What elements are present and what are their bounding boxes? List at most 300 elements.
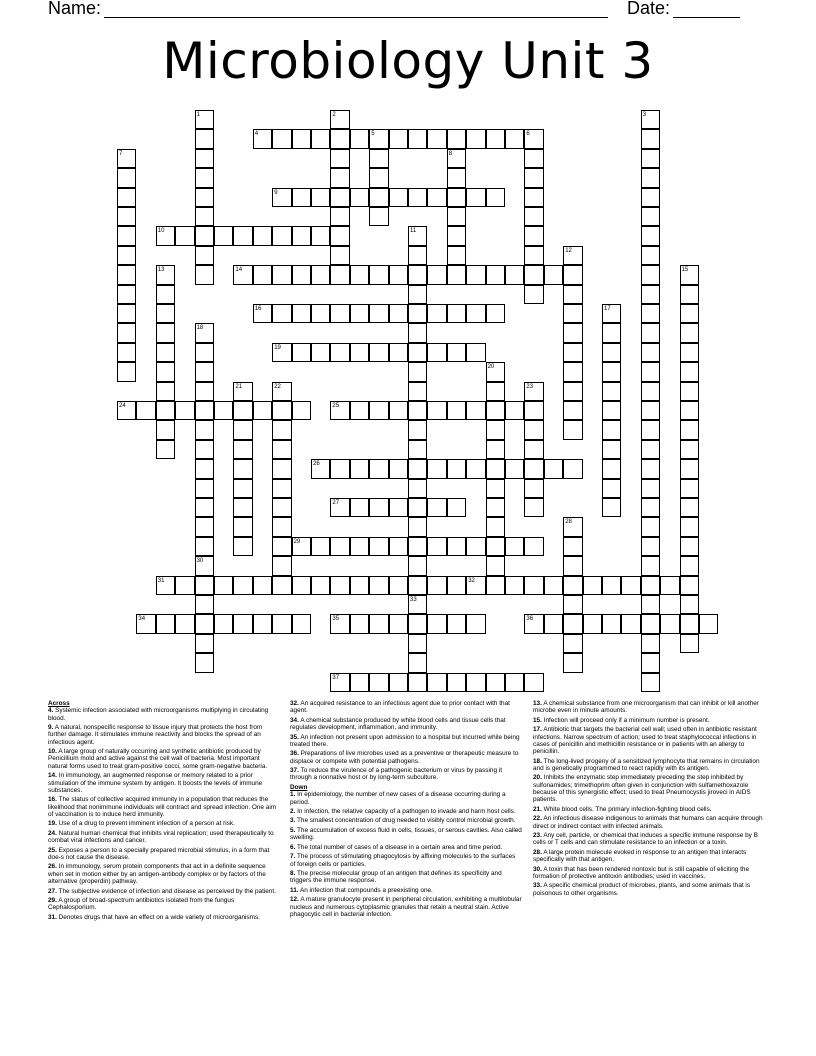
grid-cell[interactable] [524,479,543,498]
grid-cell[interactable] [641,188,660,207]
grid-cell[interactable] [466,265,485,284]
grid-cell[interactable] [447,149,466,168]
grid-cell[interactable] [641,634,660,653]
grid-cell[interactable] [214,576,233,595]
grid-cell[interactable] [369,304,388,323]
grid-cell[interactable] [233,517,252,536]
grid-cell[interactable] [272,614,291,633]
grid-cell[interactable] [466,129,485,148]
grid-cell[interactable] [524,285,543,304]
grid-cell[interactable] [641,595,660,614]
grid-cell[interactable] [311,576,330,595]
grid-cell[interactable] [195,498,214,517]
grid-cell[interactable] [272,479,291,498]
grid-cell[interactable] [330,207,349,226]
grid-cell[interactable] [292,614,311,633]
grid-cell[interactable] [253,304,272,323]
grid-cell[interactable] [272,343,291,362]
grid-cell[interactable] [427,576,446,595]
grid-cell[interactable] [583,576,602,595]
grid-cell[interactable] [117,343,136,362]
grid-cell[interactable] [195,420,214,439]
grid-cell[interactable] [563,634,582,653]
grid-cell[interactable] [641,653,660,672]
grid-cell[interactable] [156,382,175,401]
grid-cell[interactable] [641,129,660,148]
grid-cell[interactable] [195,129,214,148]
grid-cell[interactable] [175,614,194,633]
grid-cell[interactable] [156,323,175,342]
grid-cell[interactable] [350,614,369,633]
grid-cell[interactable] [505,265,524,284]
grid-cell[interactable] [272,420,291,439]
grid-cell[interactable] [524,226,543,245]
grid-cell[interactable] [447,459,466,478]
grid-cell[interactable] [369,401,388,420]
grid-cell[interactable] [330,188,349,207]
grid-cell[interactable] [680,343,699,362]
grid-cell[interactable] [253,401,272,420]
grid-cell[interactable] [641,362,660,381]
grid-cell[interactable] [369,188,388,207]
grid-cell[interactable] [272,401,291,420]
grid-cell[interactable] [195,188,214,207]
grid-cell[interactable] [563,595,582,614]
grid-cell[interactable] [272,265,291,284]
grid-cell[interactable] [680,285,699,304]
grid-cell[interactable] [505,401,524,420]
grid-cell[interactable] [524,168,543,187]
grid-cell[interactable] [195,517,214,536]
grid-cell[interactable] [408,595,427,614]
grid-cell[interactable] [272,226,291,245]
grid-cell[interactable] [544,576,563,595]
grid-cell[interactable] [524,382,543,401]
grid-cell[interactable] [195,459,214,478]
grid-cell[interactable] [680,362,699,381]
grid-cell[interactable] [117,304,136,323]
grid-cell[interactable] [330,129,349,148]
grid-cell[interactable] [311,304,330,323]
grid-cell[interactable] [602,343,621,362]
grid-cell[interactable] [292,304,311,323]
grid-cell[interactable] [389,343,408,362]
grid-cell[interactable] [195,362,214,381]
grid-cell[interactable] [117,285,136,304]
grid-cell[interactable] [486,479,505,498]
grid-cell[interactable] [233,382,252,401]
grid-cell[interactable] [524,188,543,207]
grid-cell[interactable] [117,265,136,284]
grid-cell[interactable] [524,498,543,517]
grid-cell[interactable] [505,537,524,556]
grid-cell[interactable] [563,556,582,575]
grid-cell[interactable] [117,246,136,265]
grid-cell[interactable] [544,459,563,478]
grid-cell[interactable] [447,226,466,245]
grid-cell[interactable] [524,207,543,226]
grid-cell[interactable] [427,304,446,323]
grid-cell[interactable] [175,576,194,595]
grid-cell[interactable] [408,285,427,304]
grid-cell[interactable] [641,265,660,284]
grid-cell[interactable] [136,401,155,420]
grid-cell[interactable] [195,323,214,342]
grid-cell[interactable] [369,343,388,362]
grid-cell[interactable] [602,304,621,323]
grid-cell[interactable] [680,420,699,439]
grid-cell[interactable] [563,265,582,284]
grid-cell[interactable] [233,479,252,498]
grid-cell[interactable] [175,226,194,245]
grid-cell[interactable] [330,110,349,129]
grid-cell[interactable] [195,207,214,226]
grid-cell[interactable] [641,226,660,245]
grid-cell[interactable] [486,420,505,439]
grid-cell[interactable] [311,265,330,284]
grid-cell[interactable] [641,343,660,362]
grid-cell[interactable] [602,382,621,401]
grid-cell[interactable] [156,576,175,595]
grid-cell[interactable] [524,440,543,459]
grid-cell[interactable] [641,440,660,459]
grid-cell[interactable] [272,129,291,148]
grid-cell[interactable] [408,576,427,595]
grid-cell[interactable] [505,459,524,478]
grid-cell[interactable] [563,576,582,595]
grid-cell[interactable] [369,498,388,517]
grid-cell[interactable] [447,129,466,148]
grid-cell[interactable] [486,304,505,323]
grid-cell[interactable] [680,323,699,342]
grid-cell[interactable] [602,459,621,478]
grid-cell[interactable] [272,556,291,575]
grid-cell[interactable] [389,459,408,478]
grid-cell[interactable] [272,537,291,556]
grid-cell[interactable] [563,653,582,672]
grid-cell[interactable] [408,459,427,478]
grid-cell[interactable] [641,110,660,129]
grid-cell[interactable] [680,459,699,478]
grid-cell[interactable] [427,129,446,148]
grid-cell[interactable] [195,265,214,284]
grid-cell[interactable] [408,362,427,381]
grid-cell[interactable] [311,188,330,207]
grid-cell[interactable] [330,459,349,478]
grid-cell[interactable] [350,576,369,595]
grid-cell[interactable] [350,498,369,517]
grid-cell[interactable] [563,304,582,323]
grid-cell[interactable] [524,537,543,556]
grid-cell[interactable] [156,226,175,245]
grid-cell[interactable] [563,285,582,304]
grid-cell[interactable] [156,343,175,362]
grid-cell[interactable] [408,479,427,498]
grid-cell[interactable] [602,323,621,342]
grid-cell[interactable] [641,304,660,323]
grid-cell[interactable] [330,576,349,595]
grid-cell[interactable] [486,517,505,536]
grid-cell[interactable] [486,459,505,478]
grid-cell[interactable] [680,614,699,633]
grid-cell[interactable] [505,576,524,595]
grid-cell[interactable] [214,614,233,633]
grid-cell[interactable] [466,576,485,595]
grid-cell[interactable] [195,576,214,595]
grid-cell[interactable] [389,673,408,692]
grid-cell[interactable] [486,362,505,381]
grid-cell[interactable] [408,188,427,207]
grid-cell[interactable] [680,498,699,517]
grid-cell[interactable] [156,420,175,439]
grid-cell[interactable] [563,362,582,381]
grid-cell[interactable] [602,576,621,595]
grid-cell[interactable] [369,207,388,226]
grid-cell[interactable] [641,323,660,342]
grid-cell[interactable] [253,265,272,284]
grid-cell[interactable] [486,382,505,401]
grid-cell[interactable] [544,614,563,633]
grid-cell[interactable] [563,537,582,556]
grid-cell[interactable] [253,129,272,148]
grid-cell[interactable] [641,420,660,439]
grid-cell[interactable] [136,614,155,633]
grid-cell[interactable] [447,673,466,692]
grid-cell[interactable] [408,653,427,672]
grid-cell[interactable] [466,537,485,556]
grid-cell[interactable] [466,459,485,478]
grid-cell[interactable] [369,265,388,284]
grid-cell[interactable] [156,440,175,459]
grid-cell[interactable] [447,207,466,226]
grid-cell[interactable] [330,401,349,420]
grid-cell[interactable] [369,673,388,692]
grid-cell[interactable] [524,673,543,692]
grid-cell[interactable] [389,537,408,556]
grid-cell[interactable] [350,304,369,323]
grid-cell[interactable] [408,323,427,342]
grid-cell[interactable] [466,188,485,207]
grid-cell[interactable] [369,129,388,148]
grid-cell[interactable] [311,343,330,362]
grid-cell[interactable] [447,188,466,207]
grid-cell[interactable] [233,265,252,284]
grid-cell[interactable] [680,556,699,575]
grid-cell[interactable] [195,595,214,614]
grid-cell[interactable] [233,226,252,245]
grid-cell[interactable] [641,537,660,556]
grid-cell[interactable] [272,304,291,323]
grid-cell[interactable] [447,246,466,265]
grid-cell[interactable] [195,226,214,245]
grid-cell[interactable] [330,246,349,265]
grid-cell[interactable] [195,149,214,168]
grid-cell[interactable] [680,265,699,284]
grid-cell[interactable] [641,459,660,478]
grid-cell[interactable] [117,207,136,226]
grid-cell[interactable] [253,226,272,245]
grid-cell[interactable] [408,265,427,284]
grid-cell[interactable] [253,614,272,633]
grid-cell[interactable] [524,265,543,284]
grid-cell[interactable] [195,440,214,459]
grid-cell[interactable] [563,401,582,420]
grid-cell[interactable] [292,265,311,284]
grid-cell[interactable] [427,188,446,207]
grid-cell[interactable] [389,614,408,633]
grid-cell[interactable] [524,614,543,633]
grid-cell[interactable] [408,246,427,265]
grid-cell[interactable] [447,265,466,284]
grid-cell[interactable] [117,149,136,168]
grid-cell[interactable] [389,498,408,517]
grid-cell[interactable] [486,556,505,575]
grid-cell[interactable] [447,537,466,556]
grid-cell[interactable] [389,401,408,420]
grid-cell[interactable] [641,614,660,633]
grid-cell[interactable] [524,149,543,168]
grid-cell[interactable] [369,614,388,633]
grid-cell[interactable] [389,576,408,595]
grid-cell[interactable] [466,304,485,323]
grid-cell[interactable] [369,537,388,556]
grid-cell[interactable] [621,576,640,595]
grid-cell[interactable] [195,653,214,672]
grid-cell[interactable] [641,498,660,517]
grid-cell[interactable] [117,401,136,420]
grid-cell[interactable] [389,265,408,284]
grid-cell[interactable] [641,285,660,304]
grid-cell[interactable] [544,265,563,284]
grid-cell[interactable] [641,246,660,265]
grid-cell[interactable] [660,576,679,595]
grid-cell[interactable] [563,459,582,478]
grid-cell[interactable] [292,188,311,207]
grid-cell[interactable] [195,168,214,187]
grid-cell[interactable] [680,382,699,401]
grid-cell[interactable] [563,246,582,265]
grid-cell[interactable] [486,188,505,207]
grid-cell[interactable] [350,188,369,207]
grid-cell[interactable] [486,537,505,556]
grid-cell[interactable] [292,401,311,420]
grid-cell[interactable] [195,614,214,633]
grid-cell[interactable] [505,673,524,692]
grid-cell[interactable] [660,614,679,633]
grid-cell[interactable] [272,459,291,478]
grid-cell[interactable] [330,673,349,692]
grid-cell[interactable] [408,673,427,692]
grid-cell[interactable] [524,401,543,420]
grid-cell[interactable] [195,537,214,556]
grid-cell[interactable] [408,498,427,517]
grid-cell[interactable] [272,517,291,536]
grid-cell[interactable] [408,226,427,245]
grid-cell[interactable] [563,614,582,633]
grid-cell[interactable] [253,576,272,595]
grid-cell[interactable] [447,498,466,517]
grid-cell[interactable] [330,168,349,187]
grid-cell[interactable] [292,226,311,245]
grid-cell[interactable] [486,440,505,459]
grid-cell[interactable] [680,537,699,556]
grid-cell[interactable] [447,614,466,633]
grid-cell[interactable] [602,614,621,633]
grid-cell[interactable] [350,537,369,556]
grid-cell[interactable] [602,362,621,381]
grid-cell[interactable] [330,265,349,284]
grid-cell[interactable] [641,576,660,595]
grid-cell[interactable] [680,634,699,653]
grid-cell[interactable] [408,614,427,633]
grid-cell[interactable] [641,673,660,692]
grid-cell[interactable] [524,246,543,265]
grid-cell[interactable] [117,188,136,207]
grid-cell[interactable] [408,517,427,536]
grid-cell[interactable] [233,537,252,556]
grid-cell[interactable] [427,498,446,517]
grid-cell[interactable] [156,285,175,304]
grid-cell[interactable] [233,614,252,633]
grid-cell[interactable] [156,304,175,323]
grid-cell[interactable] [330,226,349,245]
grid-cell[interactable] [447,401,466,420]
grid-cell[interactable] [641,168,660,187]
grid-cell[interactable] [427,265,446,284]
grid-cell[interactable] [369,149,388,168]
grid-cell[interactable] [524,420,543,439]
grid-cell[interactable] [427,401,446,420]
grid-cell[interactable] [214,226,233,245]
grid-cell[interactable] [563,420,582,439]
grid-cell[interactable] [563,382,582,401]
grid-cell[interactable] [486,265,505,284]
grid-cell[interactable] [330,149,349,168]
grid-cell[interactable] [272,188,291,207]
grid-cell[interactable] [563,517,582,536]
grid-cell[interactable] [233,440,252,459]
grid-cell[interactable] [563,343,582,362]
grid-cell[interactable] [641,149,660,168]
grid-cell[interactable] [408,420,427,439]
grid-cell[interactable] [195,401,214,420]
grid-cell[interactable] [583,614,602,633]
grid-cell[interactable] [175,401,194,420]
grid-cell[interactable] [233,576,252,595]
grid-cell[interactable] [117,168,136,187]
grid-cell[interactable] [408,129,427,148]
grid-cell[interactable] [389,304,408,323]
grid-cell[interactable] [350,265,369,284]
grid-cell[interactable] [233,459,252,478]
grid-cell[interactable] [195,556,214,575]
grid-cell[interactable] [330,537,349,556]
grid-cell[interactable] [369,576,388,595]
grid-cell[interactable] [641,382,660,401]
grid-cell[interactable] [117,323,136,342]
grid-cell[interactable] [195,110,214,129]
grid-cell[interactable] [272,576,291,595]
grid-cell[interactable] [350,459,369,478]
grid-cell[interactable] [447,304,466,323]
grid-cell[interactable] [486,498,505,517]
grid-cell[interactable] [680,595,699,614]
grid-cell[interactable] [389,188,408,207]
grid-cell[interactable] [233,420,252,439]
grid-cell[interactable] [214,401,233,420]
grid-cell[interactable] [602,479,621,498]
grid-cell[interactable] [389,129,408,148]
